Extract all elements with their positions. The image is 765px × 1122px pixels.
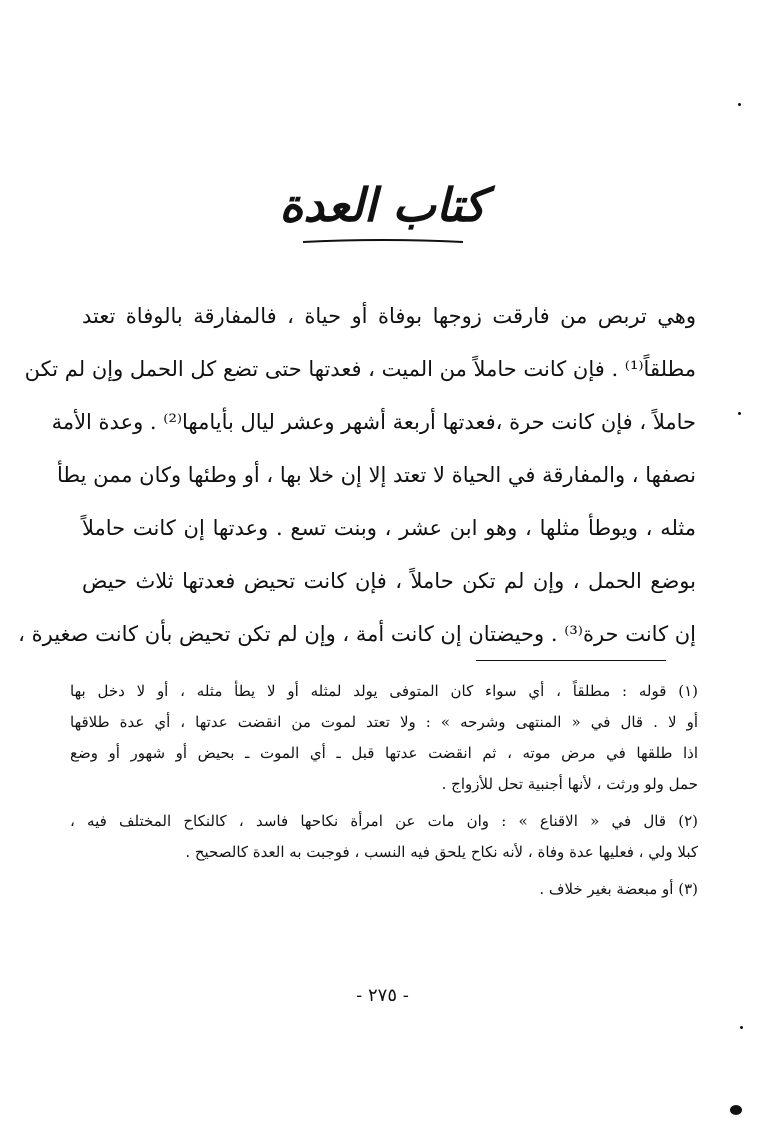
- scan-speck: [738, 412, 741, 415]
- footnote-line: اذا طلقها في مرض موته ، ثم انقضت عدتها قبل ـ أي الموت ـ بحيض أو شهور أو وضع: [70, 744, 698, 762]
- footnote-line: حمل ولو ورثت ، لأنها أجنبية تحل للأزواج .: [441, 775, 698, 793]
- scan-speck: [740, 1026, 743, 1029]
- title-flourish-ornament: [298, 236, 468, 246]
- paragraph-line: نصفها ، والمفارقة في الحياة لا تعتد إلا إن خلا بها ، أو وطئها وكان ممن يطأ: [56, 463, 696, 487]
- footnote-2: [70, 806, 698, 868]
- footnote-line: كبلا ولي ، فعليها عدة وفاة ، لأنه نكاح يلحق فيه النسب ، فوجبت به العدة كالصحيح .: [185, 843, 698, 861]
- main-paragraph: [18, 290, 696, 661]
- footnote-line: (٣) أو مبعضة بغير خلاف .: [539, 880, 698, 898]
- footnote-line: (٢) قال في « الاقناع » : وان مات عن امرأة نكاحها فاسد ، كالنكاح المختلف فيه ،: [70, 812, 698, 830]
- paragraph-line: إن كانت حرة⁽³⁾ . وحيضتان إن كانت أمة ، وإن لم تكن تحيض بأن كانت صغيرة ،: [18, 622, 696, 646]
- footnote-separator-rule: [476, 660, 666, 661]
- footnote-3: [70, 874, 698, 905]
- paragraph-line: حاملاً ، فإن كانت حرة ،فعدتها أربعة أشهر وعشر ليال بأيامها⁽²⁾ . وعدة الأمة: [51, 410, 696, 434]
- footnote-line: أو لا . قال في « المنتهى وشرحه » : ولا تعتد لموت من انقضت عدتها ، أي عدة طلاقها: [70, 713, 698, 731]
- chapter-title: كتاب العدة: [279, 178, 486, 232]
- paragraph-line: بوضع الحمل ، وإن لم تكن حاملاً ، فإن كانت تحيض فعدتها ثلاث حيض: [82, 569, 696, 593]
- scan-speck: [730, 1105, 742, 1115]
- footnotes-section: [70, 676, 698, 911]
- footnote-1: [70, 676, 698, 800]
- chapter-title-block: [0, 178, 765, 246]
- scan-speck: [738, 103, 741, 106]
- footnote-line: (١) قوله : مطلقاً ، أي سواء كان المتوفى يولد لمثله أو لا يطأ مثله ، أو لا دخل بها: [70, 682, 698, 700]
- paragraph-line: مثله ، ويوطأ مثلها ، وهو ابن عشر ، وبنت تسع . وعدتها إن كانت حاملاً: [82, 516, 696, 540]
- page-number: - ٢٧٥ -: [356, 985, 409, 1006]
- paragraph-line: وهي تربص من فارقت زوجها بوفاة أو حياة ، فالمفارقة بالوفاة تعتد: [82, 304, 696, 328]
- paragraph-line: مطلقاً⁽¹⁾ . فإن كانت حاملاً من الميت ، فعدتها حتى تضع كل الحمل وإن لم تكن: [24, 357, 696, 381]
